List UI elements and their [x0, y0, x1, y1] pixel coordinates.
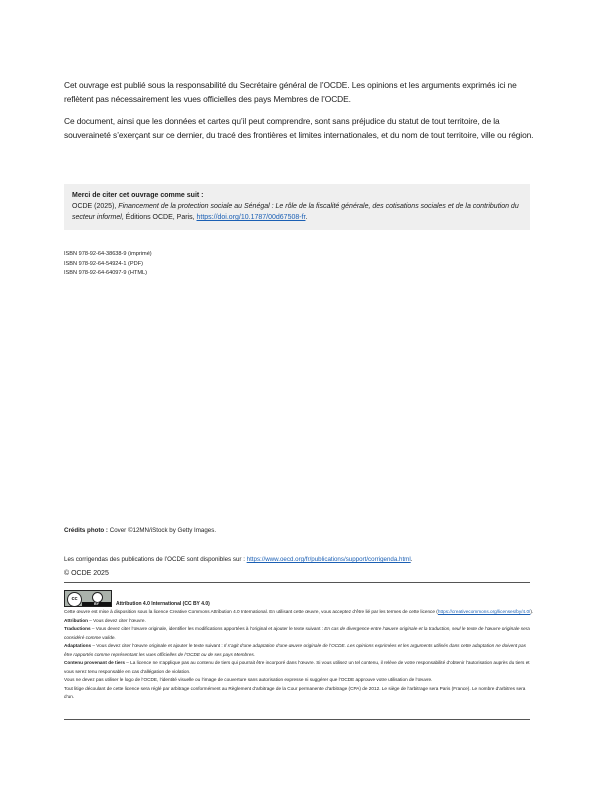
isbn-print: ISBN 978-92-64-38638-9 (imprimé)	[64, 251, 152, 257]
corrigenda-text: Les corrigendas des publications de l’OCDE sont disponibles sur :	[64, 556, 247, 563]
license-adaptations: Adaptations – Vous devez citer l’œuvre originale et ajouter le texte suivant : Il s’agit d’une adaptation d’une œuvre originale de l’OCDE. Les opinions exprimées et les arguments utilisés dans cette adaptation ne doivent pas être rapportés comme représentant les vues officielles de l’OCDE ou de ses pays Membres.	[64, 643, 526, 657]
license-intro: Cette œuvre est mise à disposition sous la licence Creative Commons Attribution 4.0 International. En utilisant cette œuvre, vous acceptez d’être lié par les termes de cette licence (https://creativecommons.org/licenses/by/4.0/).	[64, 609, 534, 614]
by-label: BY	[82, 602, 111, 606]
citation-text	[72, 201, 524, 223]
citation-doi-link[interactable]: https://doi.org/10.1787/00d67508-fr	[196, 214, 306, 221]
copyright: © OCDE 2025	[64, 570, 109, 577]
photo-credits	[64, 527, 216, 534]
isbn-pdf: ISBN 978-92-64-54924-1 (PDF)	[64, 260, 143, 267]
license-third-party: Contenu provenant de tiers – La licence ne s’applique pas au contenu de tiers qui pourrait être incorporé dans l’œuvre. Si vous utilisez un tel contenu, il relève de votre responsabilité d’obtenir l’autorisation auprès du tiers et vous serez tenu responsable en cas d’allégation de violation.	[64, 660, 530, 674]
citation-suffix: , Éditions OCDE, Paris,	[121, 214, 197, 221]
corrigenda-link[interactable]: https://www.oecd.org/fr/publications/support/corrigenda.html	[246, 556, 411, 563]
divider-top	[64, 582, 530, 583]
license-text	[64, 608, 534, 702]
isbn-list	[64, 250, 152, 279]
photo-credits-text: Cover ©12MN/iStock by Getty Images.	[108, 527, 217, 534]
license-attribution: Attribution – Vous devez citer l’œuvre.	[64, 617, 146, 623]
license-arbitration: Tout litige découlant de cette licence sera réglé par arbitrage conformément au Règlement d’arbitrage de la Cour permanente d’arbitrage (CPA) de 2012. Le siège de l’arbitrage sera Paris (France). Le nombre d’arbitres sera d’un.	[64, 685, 526, 699]
license-link[interactable]: https://creativecommons.org/licenses/by/4.0/	[437, 609, 531, 614]
creative-commons-icon: cc	[67, 592, 82, 607]
citation-box	[64, 184, 530, 230]
license-title: Attribution 4.0 International (CC BY 4.0)	[116, 601, 210, 607]
corrigenda-notice	[64, 556, 412, 563]
photo-credits-label: Crédits photo :	[64, 527, 108, 534]
cc-by-license-badge	[64, 590, 112, 607]
citation-prefix: OCDE (2025),	[72, 203, 119, 210]
citation-end: .	[305, 214, 308, 221]
citation-work-title: Financement de la protection sociale au Sénégal : Le rôle de la fiscalité générale, des cotisations sociales et de la contribution du secteur informel	[72, 203, 519, 221]
citation-title: Merci de citer cet ouvrage comme suit :	[72, 192, 204, 199]
divider-bottom	[64, 719, 530, 720]
license-translations: Traductions – Vous devez citer l’œuvre originale, identifier les modifications apportées à l’original et ajouter le texte suivant : En cas de divergence entre l’œuvre originale et la traduction, seul le texte de l’œuvre originale sera considéré comme valide.	[64, 626, 530, 640]
license-logo-use: Vous ne devez pas utiliser le logo de l’OCDE, l’identité visuelle ou l’image de couverture sans autorisation expresse ni suggérer que l’OCDE approuve votre utilisation de l’œuvre.	[64, 677, 433, 682]
responsibility-notice: Cet ouvrage est publié sous la responsabilité du Secrétaire général de l’OCDE. Les opinions et les arguments exprimés ici ne reflètent pas nécessairement les vues officielles des pays Membres de l’OCDE.	[64, 80, 517, 104]
isbn-html: ISBN 978-92-64-64097-9 (HTML)	[64, 270, 148, 276]
corrigenda-end: .	[410, 556, 413, 563]
territory-disclaimer: Ce document, ainsi que les données et cartes qu’il peut comprendre, sont sans préjudice du statut de tout territoire, de la souveraineté s’exerçant sur ce dernier, du tracé des frontières et limites internationales, et du nom de tout territoire, ville ou région.	[64, 116, 534, 140]
